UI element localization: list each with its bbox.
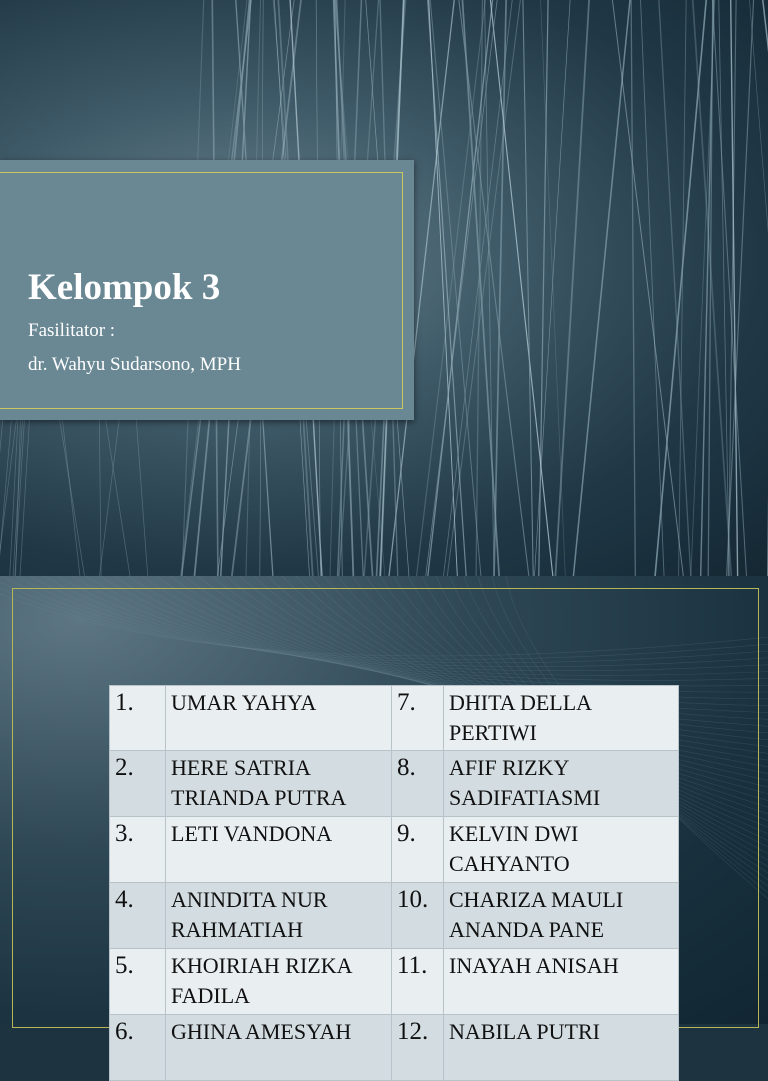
member-name: GHINA AMESYAH [166, 1015, 392, 1081]
member-number: 8. [392, 751, 444, 817]
slide-title: Kelompok 3 [28, 266, 220, 310]
table-row [110, 751, 679, 817]
member-name: UMAR YAHYA [166, 686, 392, 751]
member-name: LETI VANDONA [166, 817, 392, 883]
member-name: ANINDITA NUR RAHMATIAH [166, 883, 392, 949]
member-name: CHARIZA MAULI ANANDA PANE [444, 883, 679, 949]
members-table [109, 685, 679, 1081]
member-name: HERE SATRIA TRIANDA PUTRA [166, 751, 392, 817]
member-number: 12. [392, 1015, 444, 1081]
member-name: KELVIN DWI CAHYANTO [444, 817, 679, 883]
member-number: 4. [110, 883, 166, 949]
table-row [110, 1015, 679, 1081]
table-row [110, 949, 679, 1015]
member-name: AFIF RIZKY SADIFATIASMI [444, 751, 679, 817]
member-number: 10. [392, 883, 444, 949]
member-number: 5. [110, 949, 166, 1015]
members-slide [0, 576, 768, 1024]
member-number: 2. [110, 751, 166, 817]
member-number: 7. [392, 686, 444, 751]
table-row [110, 686, 679, 751]
table-row [110, 883, 679, 949]
member-name: DHITA DELLA PERTIWI [444, 686, 679, 751]
member-name: KHOIRIAH RIZKA FADILA [166, 949, 392, 1015]
member-name: INAYAH ANISAH [444, 949, 679, 1015]
member-number: 11. [392, 949, 444, 1015]
member-number: 9. [392, 817, 444, 883]
member-number: 6. [110, 1015, 166, 1081]
facilitator-name: dr. Wahyu Sudarsono, MPH [28, 354, 241, 376]
facilitator-label: Fasilitator : [28, 320, 115, 342]
member-number: 1. [110, 686, 166, 751]
member-number: 3. [110, 817, 166, 883]
member-name: NABILA PUTRI [444, 1015, 679, 1081]
table-row [110, 817, 679, 883]
